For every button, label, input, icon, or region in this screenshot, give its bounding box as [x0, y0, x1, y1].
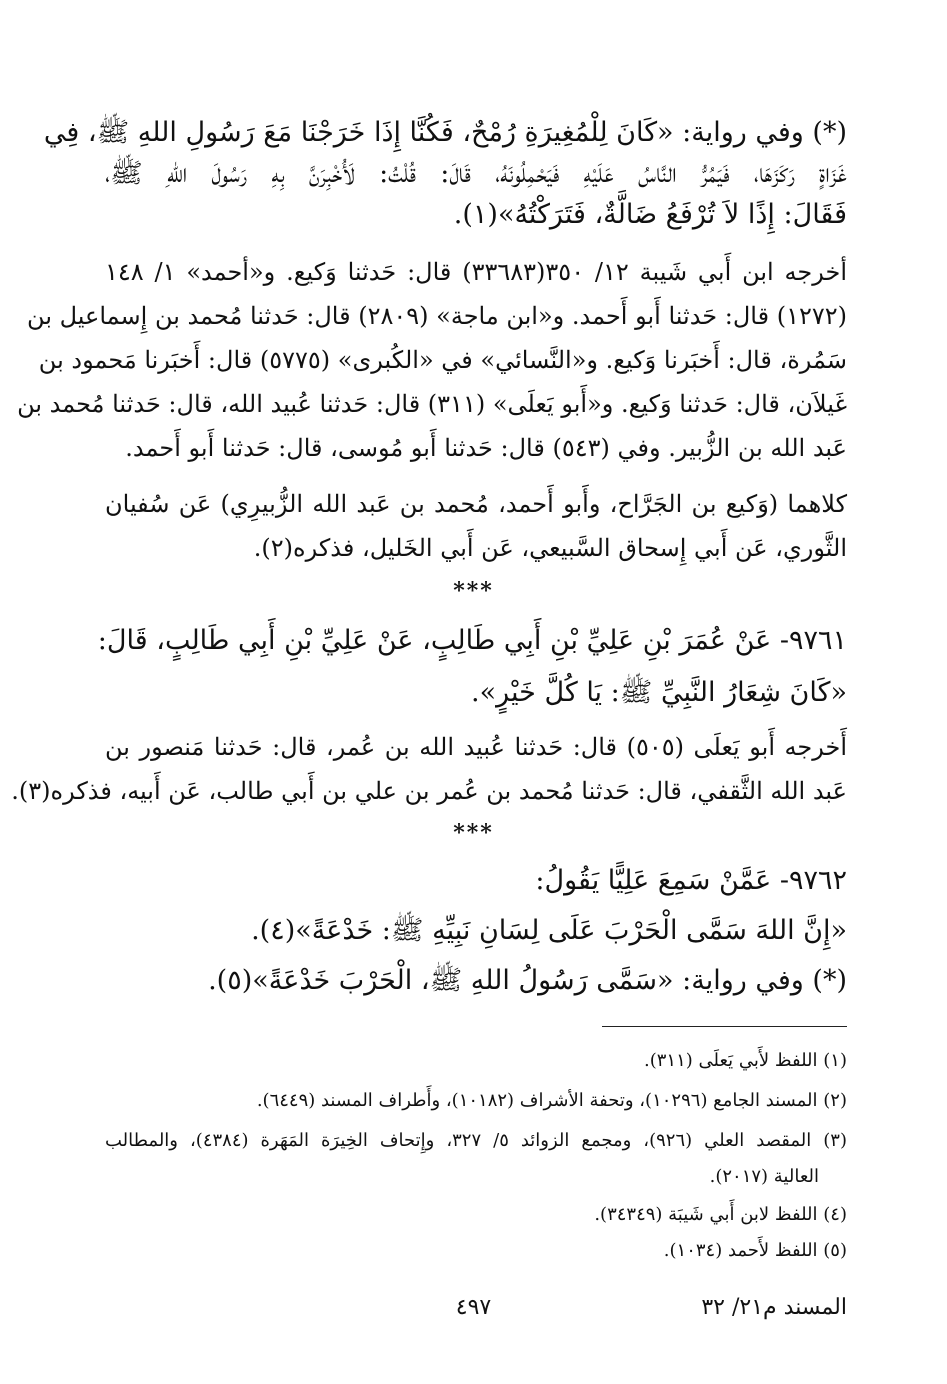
takhrij-line: أخرجه ابن أَبي شَيبة ١٢/ ٣٥٠(٣٣٦٨٣) قال: حَدثنا وَكيع. و«أحمد» ١/ ١٤٨ [105, 258, 847, 286]
takhrij-line: (١٢٧٢) قال: حَدثنا أَبو أَحمد. و«ابن ماجة» (٢٨٠٩) قال: حَدثنا مُحمد بن إِسماعيل بن [27, 302, 847, 330]
footnote-rule [602, 1026, 847, 1027]
takhrij-line: عَبد الله بن الزُّبير. وفي (٥٤٣) قال: حَدثنا أَبو مُوسى، قال: حَدثنا أَبو أَحمد. [125, 434, 847, 462]
narration-line: فَقَالَ: إِذًا لاَ تُرْفَعُ ضَالَّةٌ، فَتَرَكْتُهُ»(١). [453, 199, 847, 230]
takhrij-line: كلاهما (وَكيع بن الجَرَّاح، وأَبو أَحمد، مُحمد بن عَبد الله الزُّبيرِي) عَن سُفيان [105, 490, 847, 518]
section-separator: *** [453, 578, 494, 604]
hadith-line: (*) وفي رواية: «سَمَّى رَسُولُ اللهِ ﷺ، الْحَرْبَ خَدْعَةً»(٥). [208, 965, 847, 996]
hadith-line: «إِنَّ اللهَ سَمَّى الْحَرْبَ عَلَى لِسَانِ نَبِيِّهِ ﷺ: خَدْعَةً»(٤). [251, 915, 847, 946]
takhrij-line: أَخرجه أَبو يَعلَى (٥٠٥) قال: حَدثنا عُبيد الله بن عُمر، قال: حَدثنا مَنصور بن [105, 733, 848, 761]
section-separator: *** [453, 820, 494, 846]
takhrij-line: غَيلاَن، قال: حَدثنا وَكيع. و«أَبو يَعلَى» (٣١١) قال: حَدثنا عُبيد الله، قال: حَدثنا مُحمد بن [17, 390, 847, 418]
footnote: (٤) اللفظ لابن أَبي شَيبَة (٣٤٣٤٩). [594, 1204, 847, 1225]
hadith-line: «كَانَ شِعَارُ النَّبِيِّ ﷺ: يَا كُلَّ خَيْرٍ». [471, 677, 847, 708]
narration-line: (*) وفي رواية: «كَانَ لِلْمُغِيرَةِ رُمْحٌ، فَكُنَّا إِذَا خَرَجْنَا مَعَ رَسُولِ اللهِ ﷺ، فِي [43, 117, 847, 148]
takhrij-line: سَمُرة، قال: أَخبَرنا وَكيع. و«النَّسائي» في «الكُبرى» (٥٧٧٥) قال: أَخبَرنا مَحمود بن [38, 346, 847, 374]
narration-line: غَزَاةٍ رَكَزَهَا، فَيَمُرُّ النَّاسُ عَلَيْهِ فَيَحْمِلُونَهُ، قَالَ: قُلْتُ: لَأُخْبِرَنَّ بِهِ رَسُولَ اللهِ ﷺ، [105, 158, 847, 189]
page-number: ٤٩٧ [455, 1295, 492, 1320]
hadith-line: ٩٧٦١- عَنْ عُمَرَ بْنِ عَلِيِّ بْنِ أَبِي طَالِبٍ، عَنْ عَلِيِّ بْنِ أَبِي طَالِبٍ، قَالَ: [97, 625, 847, 656]
takhrij-line: عَبد الله الثَّقفي، قال: حَدثنا مُحمد بن عُمر بن علي بن أَبي طالب، عَن أَبيه، فذكره(٣). [11, 777, 847, 805]
footnote-continuation: العالية (٢٠١٧). [709, 1166, 819, 1187]
volume-reference: المسند م٢١/ ٣٢ [701, 1295, 847, 1320]
footnote: (٣) المقصد العلي (٩٢٦)، ومجمع الزوائد ٥/ ٣٢٧، وإِتحاف الخِيرَة المَهَرة (٤٣٨٤)، والمطالب [105, 1130, 847, 1151]
takhrij-line: الثَّوري، عَن أَبي إِسحاق السَّبيعي، عَن أَبي الخَليل، فذكره(٢). [253, 534, 847, 562]
footnote: (١) اللفظ لأَبي يَعلَى (٣١١). [644, 1050, 847, 1071]
hadith-line: ٩٧٦٢- عَمَّنْ سَمِعَ عَلِيًّا يَقُولُ: [535, 865, 847, 896]
footnote: (٥) اللفظ لأَحمد (١٠٣٤). [663, 1240, 847, 1261]
footnote: (٢) المسند الجامع (١٠٢٩٦)، وتحفة الأشراف (١٠١٨٢)، وأَطراف المسند (٦٤٤٩). [256, 1090, 847, 1111]
